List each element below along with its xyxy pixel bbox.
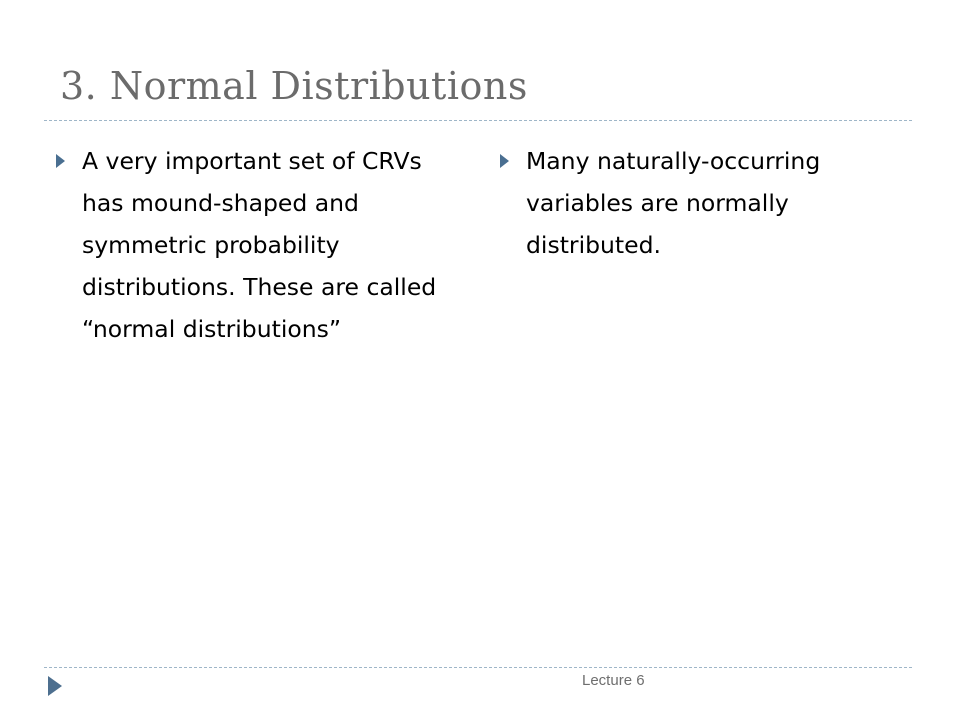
- left-column: [56, 140, 441, 350]
- right-column: [500, 140, 885, 266]
- triangle-bullet-icon: [56, 154, 65, 168]
- bullet-text: A very important set of CRVs has mound-shaped and symmetric probability distributions. These are called “normal distributions”: [82, 147, 437, 343]
- triangle-footer-icon: [48, 676, 62, 696]
- footer-label: Lecture 6: [582, 672, 645, 689]
- footer-divider: [44, 667, 912, 668]
- bullet-text: Many naturally-occurring variables are normally distributed.: [526, 147, 821, 259]
- bullet-item: [56, 140, 441, 350]
- title-divider: [44, 120, 912, 121]
- bullet-item: [500, 140, 885, 266]
- slide-title: 3. Normal Distributions: [60, 64, 528, 108]
- triangle-bullet-icon: [500, 154, 509, 168]
